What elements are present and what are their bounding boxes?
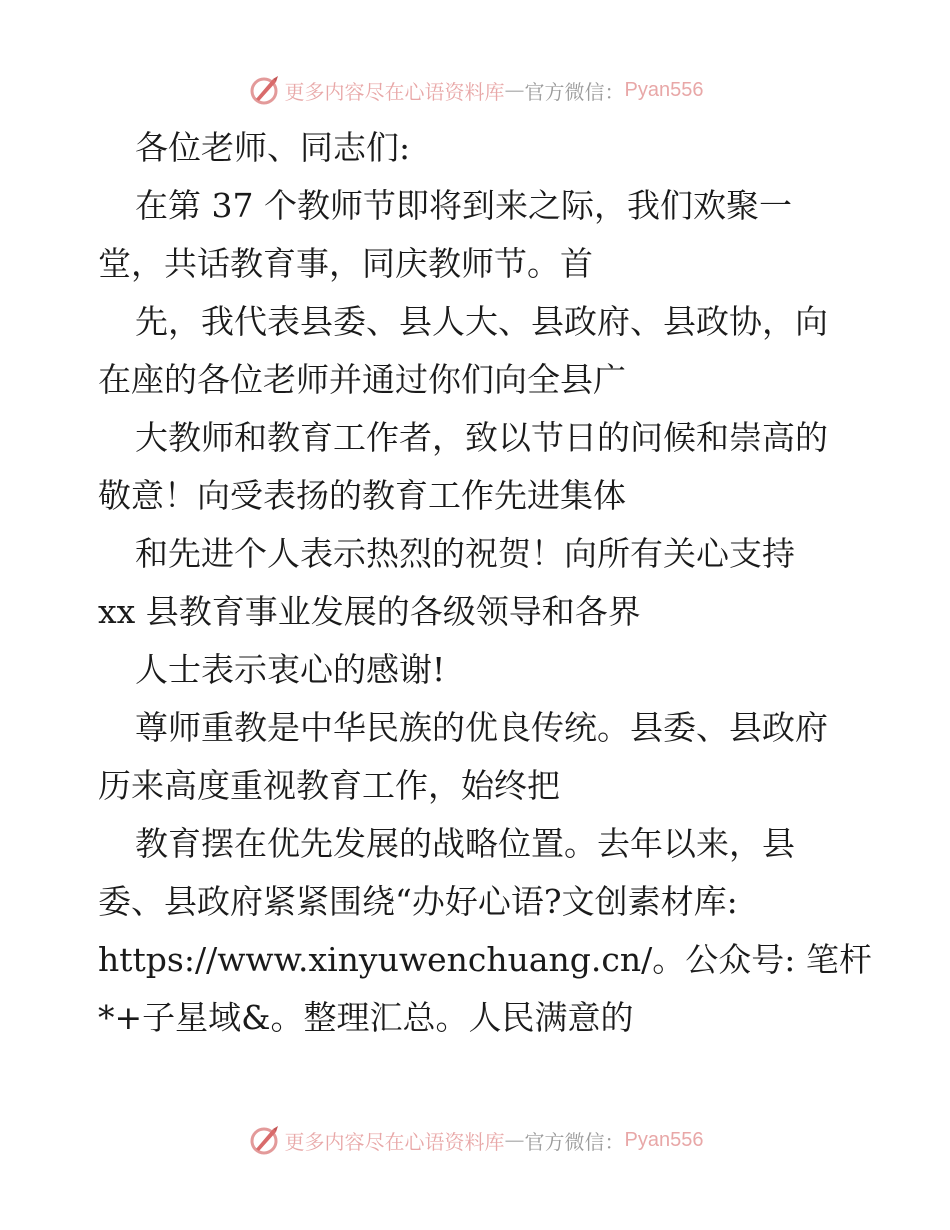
quill-logo-icon (247, 73, 281, 107)
watermark-dash: — (504, 78, 525, 102)
body-line: 尊师重教是中华民族的优良传统。县委、县政府 (135, 708, 828, 747)
body-line: https://www.xinyuwenchuang.cn/。公众号: 笔杆 (98, 940, 872, 979)
watermark-title: 更多内容尽在心语资料库 (284, 79, 505, 104)
watermark-wechat-label: 官方微信： (524, 79, 625, 104)
body-line: 堂，共话教育事，同庆教师节。首 (98, 244, 593, 283)
body-line: 教育摆在优先发展的战略位置。去年以来，县 (135, 824, 795, 863)
body-line: 在第 37 个教师节即将到来之际，我们欢聚一 (135, 186, 792, 225)
watermark-wechat-id: Pyan556 (624, 1128, 704, 1151)
quill-logo-icon (247, 1123, 281, 1157)
body-line: 各位老师、同志们: (135, 128, 411, 167)
watermark-dash: — (504, 1128, 525, 1152)
footer-watermark (0, 1120, 950, 1160)
watermark-wechat-label: 官方微信： (524, 1129, 625, 1154)
body-line: 先，我代表县委、县人大、县政府、县政协，向 (135, 302, 828, 341)
body-line: 委、县政府紧紧围绕“办好心语?文创素材库: (98, 882, 738, 921)
watermark-title: 更多内容尽在心语资料库 (284, 1129, 505, 1154)
body-line: 人士表示衷心的感谢! (135, 650, 446, 689)
body-line: 大教师和教育工作者，致以节日的问候和崇高的 (135, 418, 828, 457)
header-watermark (0, 70, 950, 110)
body-line: xx 县教育事业发展的各级领导和各界 (98, 592, 641, 631)
body-line: 在座的各位老师并通过你们向全县广 (98, 360, 626, 399)
body-line: 历来高度重视教育工作，始终把 (98, 766, 560, 805)
body-line: *+子星域&。整理汇总。人民满意的 (98, 998, 634, 1037)
watermark-wechat-id: Pyan556 (624, 78, 704, 101)
body-line: 和先进个人表示热烈的祝贺！向所有关心支持 (135, 534, 795, 573)
body-line: 敬意！向受表扬的教育工作先进集体 (98, 476, 626, 515)
